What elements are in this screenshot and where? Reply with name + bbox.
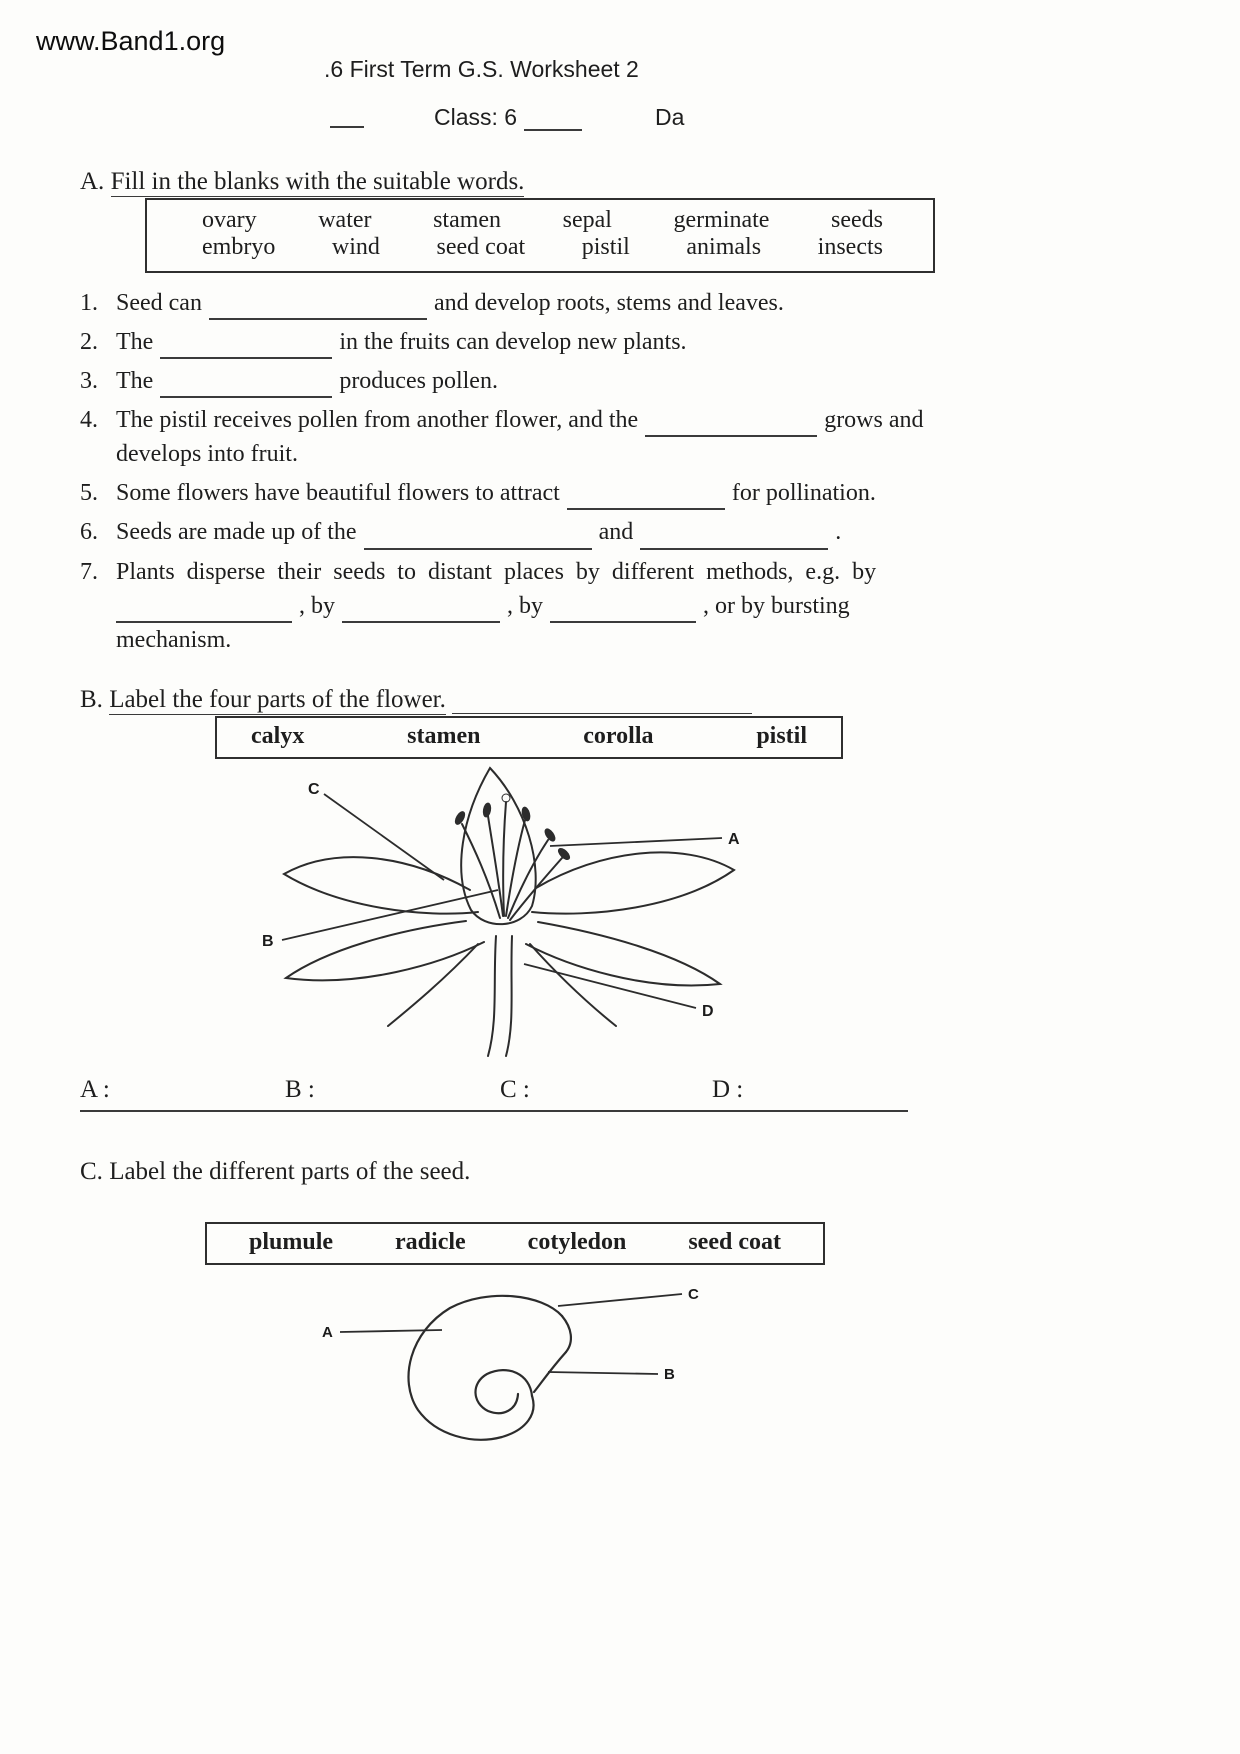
seed-diagram — [310, 1282, 730, 1457]
answer-blank — [116, 598, 292, 623]
date-label: Da — [655, 104, 685, 130]
heading-rule — [452, 688, 752, 714]
question-body — [116, 364, 1168, 398]
word-bank-item: seed coat — [688, 1229, 781, 1255]
word-bank-a-row2 — [202, 234, 883, 261]
site-watermark: www.Band1.org — [36, 26, 226, 56]
question-number: 5. — [80, 480, 98, 507]
flower-anthers — [453, 794, 571, 861]
word-bank-a-row1 — [202, 207, 883, 234]
section-c-heading — [80, 1158, 470, 1186]
section-b-heading-text: Label the four parts of the flower. — [109, 686, 446, 713]
word-bank-item: embryo — [202, 234, 276, 260]
word-bank-item: germinate — [673, 207, 770, 233]
answer-blank — [160, 334, 332, 359]
answer-label-c: C : — [500, 1076, 530, 1103]
section-b-heading — [80, 686, 752, 714]
seed-label-a: A — [322, 1324, 333, 1341]
answer-blank — [640, 525, 828, 550]
answer-blank — [342, 598, 500, 623]
question-text-line2: develops into fruit. — [116, 441, 298, 468]
word-bank-item: radicle — [395, 1229, 466, 1255]
class-blank — [524, 107, 582, 131]
question-text: Seeds are made up of the — [116, 519, 357, 546]
word-bank-item: seed coat — [436, 234, 526, 260]
flower-diagram — [238, 758, 798, 1063]
answer-blank — [645, 413, 817, 438]
question-2 — [80, 325, 1168, 359]
section-a-letter: A. — [80, 168, 105, 195]
question-6 — [80, 515, 1168, 549]
section-b-letter: B. — [80, 686, 103, 713]
question-number: 2. — [80, 329, 98, 356]
question-3 — [80, 364, 1168, 398]
question-number: 7. — [80, 558, 98, 585]
page-title: .6 First Term G.S. Worksheet 2 — [324, 56, 639, 82]
question-text: The — [116, 368, 154, 395]
class-date-line — [0, 104, 1240, 138]
section-c-letter: C. — [80, 1158, 103, 1185]
question-text: The pistil receives pollen from another flower, and the — [116, 407, 639, 434]
word-bank-item: insects — [817, 234, 883, 260]
word-bank-item: pistil — [581, 234, 630, 260]
question-text: in the fruits can develop new plants. — [339, 329, 687, 356]
class-label-text: Class: 6 — [434, 104, 518, 130]
question-text: grows and — [824, 407, 924, 434]
flower-label-b: B — [262, 933, 274, 950]
question-body — [116, 286, 1168, 320]
question-text: and develop roots, stems and leaves. — [433, 290, 784, 316]
question-body — [116, 325, 1168, 359]
word-bank-b-row — [251, 723, 807, 750]
flower-label-c: C — [308, 781, 320, 798]
question-1 — [80, 286, 1168, 320]
word-bank-item: ovary — [202, 207, 257, 233]
answer-blank — [160, 373, 332, 398]
answer-blank — [567, 486, 725, 511]
question-number: 1. — [80, 290, 98, 316]
question-text-line3: mechanism. — [116, 626, 232, 653]
seed-label-c: C — [688, 1286, 699, 1303]
question-body — [116, 403, 1168, 471]
word-bank-item: wind — [331, 234, 380, 260]
seed-label-b: B — [664, 1366, 675, 1383]
word-bank-item: calyx — [251, 723, 305, 749]
question-text-line2 — [116, 589, 1168, 623]
word-bank-c-row — [249, 1229, 781, 1256]
answer-blank — [209, 295, 427, 320]
seed-line-art — [408, 1296, 570, 1440]
word-bank-item: stamen — [433, 207, 502, 233]
question-text: , by — [507, 592, 543, 619]
flower-label-d: D — [702, 1003, 714, 1020]
question-text: , by — [299, 592, 335, 619]
flower-label-a: A — [728, 831, 740, 848]
word-bank-item: plumule — [249, 1229, 334, 1255]
fill-in-questions — [80, 286, 1168, 662]
answer-blank — [550, 598, 696, 623]
question-body — [116, 515, 1168, 549]
section-a-heading-text: Fill in the blanks with the suitable words. — [110, 168, 525, 195]
word-bank-a — [145, 198, 935, 273]
word-bank-item: corolla — [583, 723, 654, 749]
question-body — [116, 476, 1168, 510]
name-blank — [330, 124, 364, 128]
question-4 — [80, 403, 1168, 471]
word-bank-item: seeds — [831, 207, 883, 233]
seed-pointer-lines — [340, 1294, 682, 1374]
answer-blank — [364, 525, 592, 550]
question-text: Plants disperse their seeds to distant places by different methods, e.g. by — [116, 558, 877, 585]
class-label — [434, 104, 589, 131]
question-text: The — [116, 329, 154, 356]
question-text: Some flowers have beautiful flowers to attract — [116, 480, 560, 507]
answer-label-d: D : — [712, 1076, 744, 1103]
question-text: for pollination. — [731, 480, 876, 507]
section-c-heading-text: Label the different parts of the seed. — [109, 1158, 471, 1185]
question-7 — [80, 555, 1168, 657]
answer-label-b: B : — [285, 1076, 315, 1103]
word-bank-b — [215, 716, 843, 759]
question-body — [116, 555, 1168, 657]
word-bank-item: cotyledon — [527, 1229, 627, 1255]
question-text: . — [835, 519, 842, 546]
word-bank-item: stamen — [407, 723, 481, 749]
question-5 — [80, 476, 1168, 510]
word-bank-c — [205, 1222, 825, 1265]
answer-label-a: A : — [80, 1076, 110, 1103]
flower-answer-line — [80, 1076, 908, 1112]
word-bank-item: water — [318, 207, 372, 233]
question-text: and — [598, 519, 634, 546]
flower-line-art — [284, 768, 734, 1056]
question-text: Seed can — [116, 290, 202, 316]
question-text: , or by bursting — [703, 592, 850, 619]
section-a-heading — [80, 168, 524, 196]
word-bank-item: sepal — [562, 207, 612, 233]
word-bank-item: animals — [686, 234, 762, 260]
question-text: produces pollen. — [339, 368, 498, 395]
question-number: 6. — [80, 519, 98, 546]
word-bank-item: pistil — [756, 723, 807, 749]
question-number: 4. — [80, 407, 98, 434]
question-number: 3. — [80, 368, 98, 395]
